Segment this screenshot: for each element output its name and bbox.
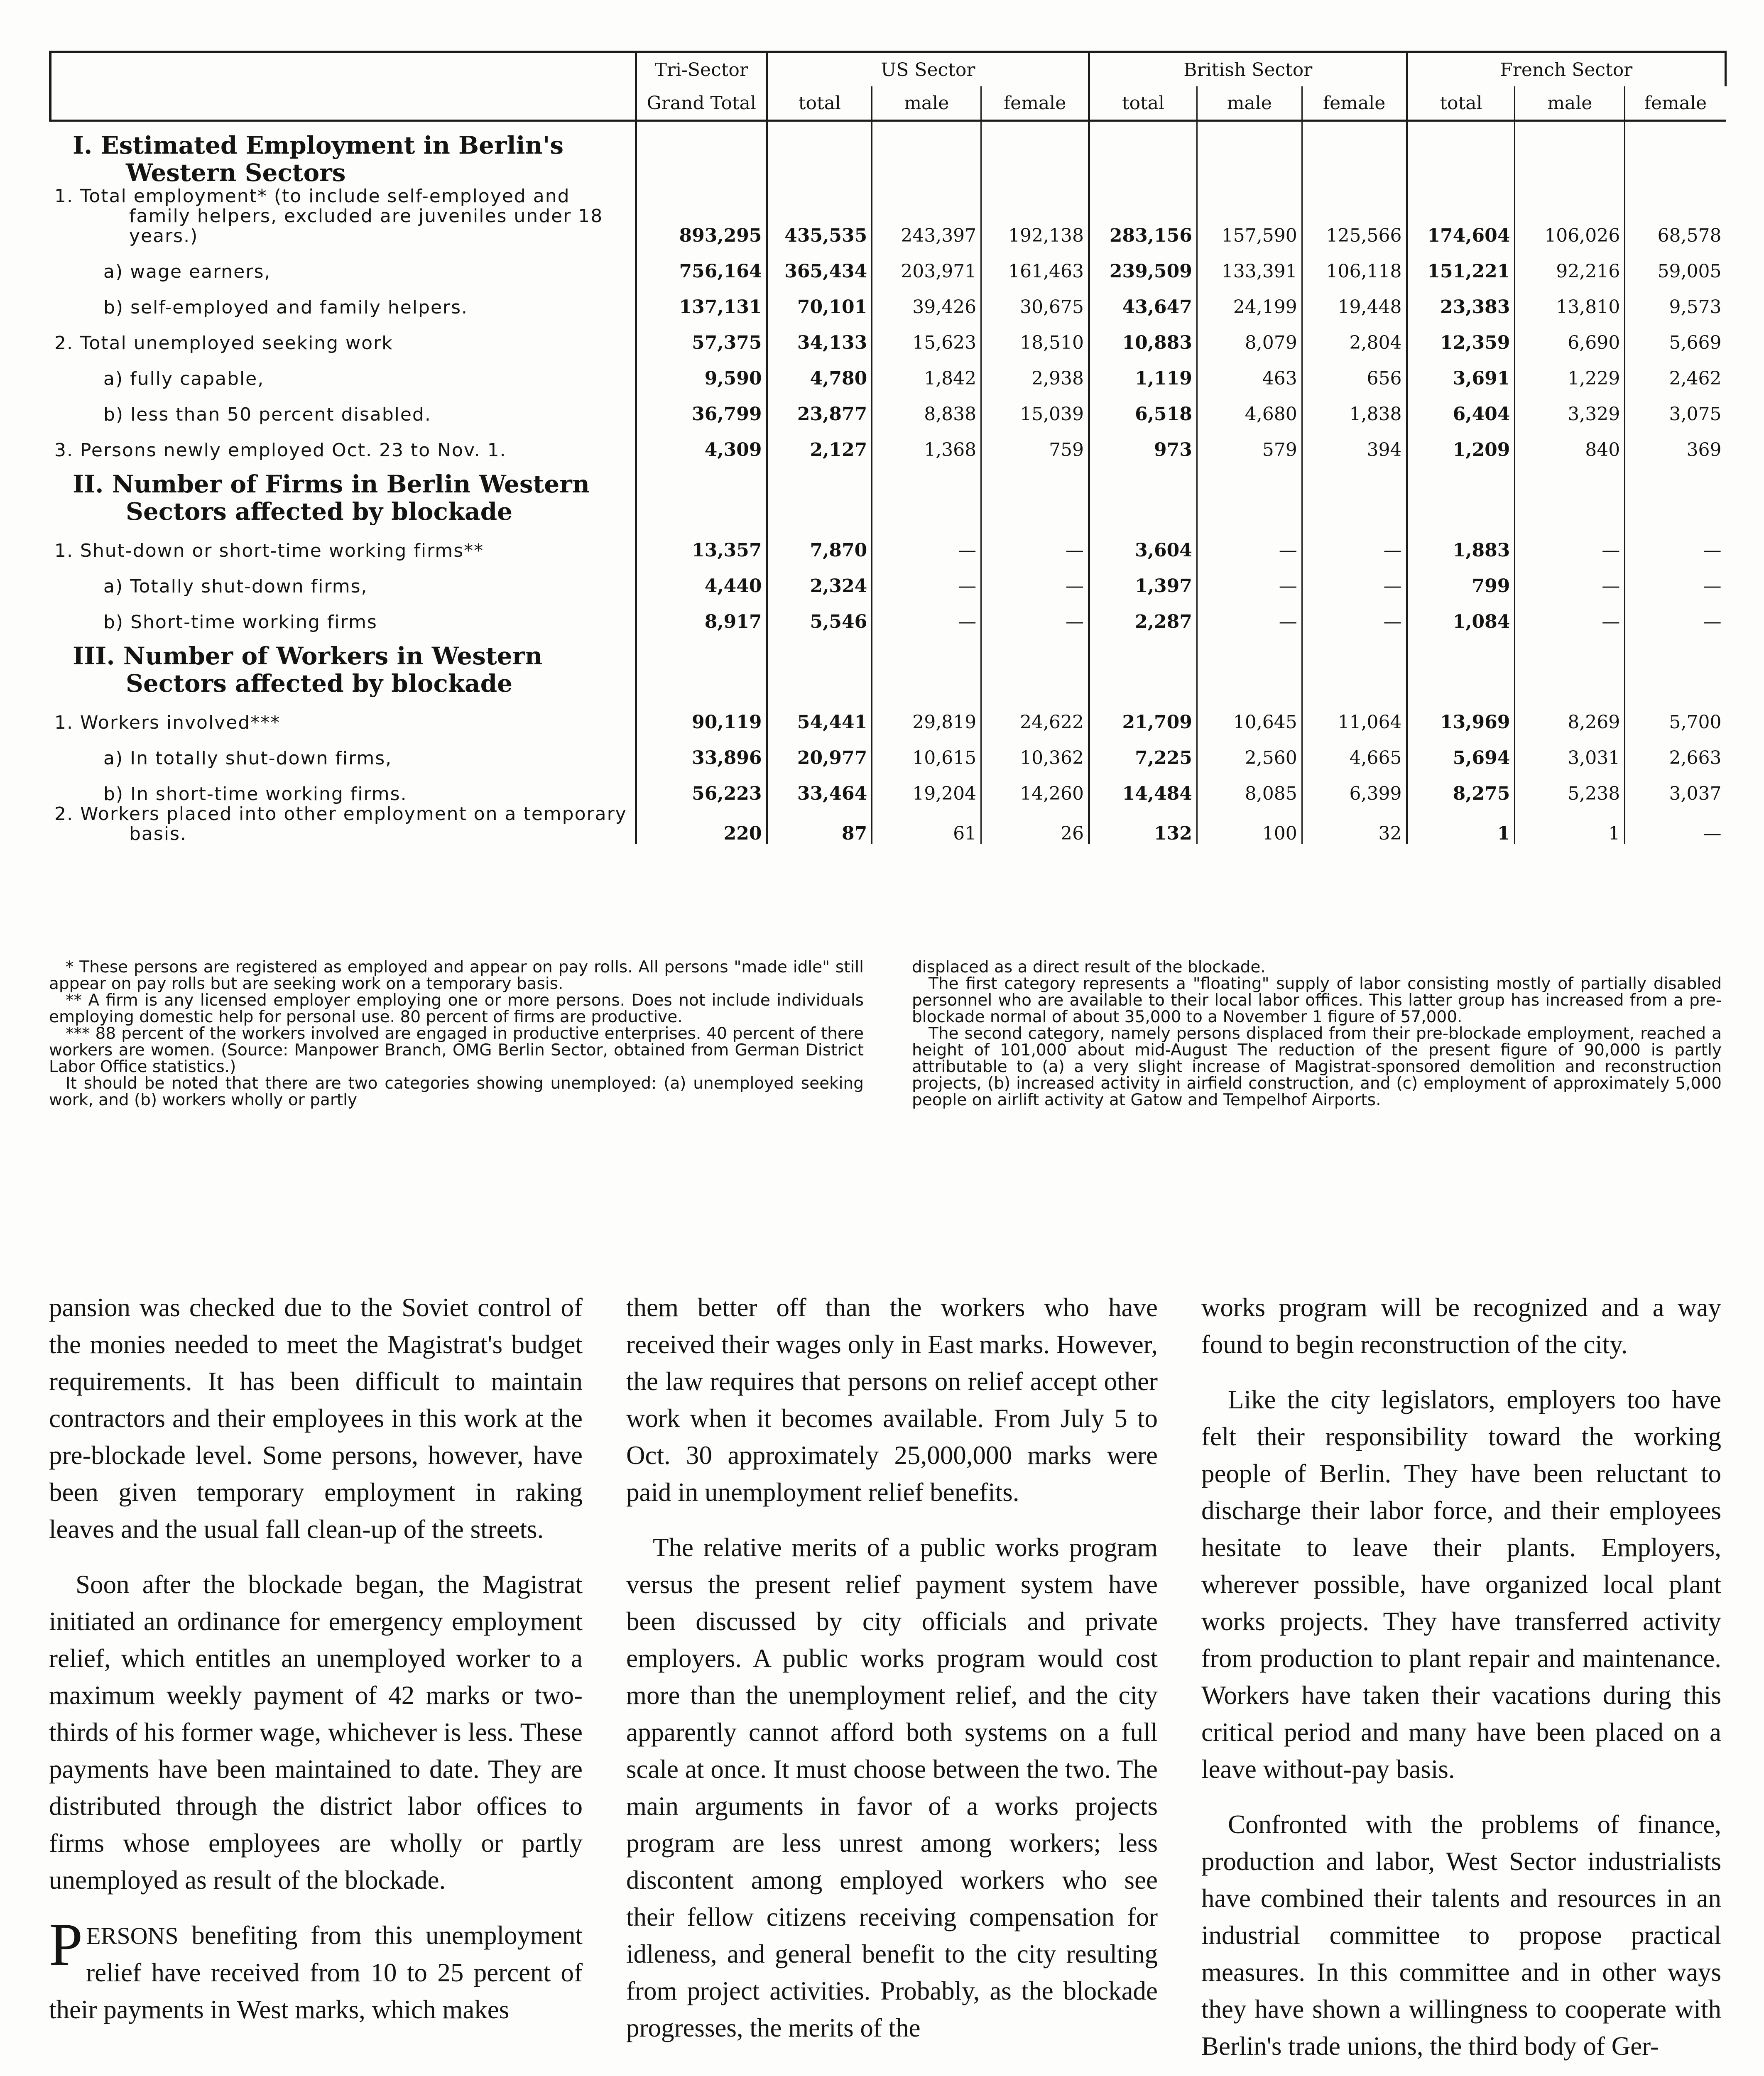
table-cell (1407, 121, 1515, 187)
table-cell: 463 (1197, 353, 1302, 389)
header-us-female: female (981, 86, 1089, 121)
table-cell: 6,518 (1089, 389, 1197, 425)
table-cell: 239,509 (1089, 246, 1197, 282)
table-cell: 151,221 (1407, 246, 1515, 282)
table-cell: — (1703, 575, 1722, 597)
table-row (50, 389, 1726, 425)
lead-word: ERSONS (86, 1922, 179, 1949)
table-cell: 1,119 (1089, 353, 1197, 389)
table-cell: — (1197, 525, 1302, 561)
table-cell: 30,675 (981, 282, 1089, 318)
table-cell: 23,877 (767, 389, 872, 425)
table-cell: 43,647 (1089, 282, 1197, 318)
table-cell: 26 (981, 804, 1089, 844)
table-cell: 394 (1302, 425, 1407, 460)
paragraph: Soon after the blockade began, the Magistrat initiated an ordinance for emergency employment relief, which entitles an unemployed worker to a maximum weekly payment of 42 marks or two-thirds of his former wage, whichever is less. These payments have been maintained to date. They are distributed through the district labor offices to firms whose employees are wholly or partly unemployed as result of the blockade. (49, 1570, 583, 1895)
table-cell: 161,463 (981, 246, 1089, 282)
table-cell (1625, 460, 1726, 525)
table-cell: — (1703, 611, 1722, 632)
table-cell (1515, 632, 1625, 697)
table-row (50, 804, 1726, 844)
header-tri-sector: Tri-Sector (636, 52, 767, 86)
table-cell: 1,229 (1515, 353, 1625, 389)
row-label-text: b) less than 50 percent disabled. (103, 404, 431, 425)
table-cell: 87 (767, 804, 872, 844)
table-cell: 579 (1197, 425, 1302, 460)
footnotes-left (49, 959, 864, 1109)
table-cell: 39,426 (872, 282, 981, 318)
table-cell: 15,623 (872, 318, 981, 353)
row-label (50, 561, 636, 597)
table-cell (1197, 121, 1302, 187)
table-cell: 8,838 (872, 389, 981, 425)
header-french-male: male (1515, 86, 1625, 121)
table-cell: 5,238 (1515, 769, 1625, 804)
row-label-text: a) Totally shut-down firms, (103, 576, 368, 597)
table-cell: 32 (1302, 804, 1407, 844)
table-cell: 2,287 (1089, 597, 1197, 632)
row-label-text: a) wage earners, (103, 261, 271, 282)
table-cell: 2,324 (767, 561, 872, 597)
table-cell: 13,969 (1407, 697, 1515, 733)
section-heading (50, 460, 636, 525)
table-cell: 2,663 (1669, 747, 1722, 769)
table-cell: 840 (1515, 425, 1625, 460)
article-column-1 (49, 1289, 583, 2047)
table-cell: 90,119 (636, 697, 767, 733)
table-cell: 7,870 (767, 525, 872, 561)
table-cell (636, 632, 767, 697)
row-label (50, 282, 636, 318)
table-cell: 6,690 (1515, 318, 1625, 353)
table-cell: — (1302, 597, 1407, 632)
table-cell: 3,031 (1515, 733, 1625, 769)
row-label-text: b) self-employed and family helpers. (103, 297, 468, 318)
section-heading (50, 632, 636, 697)
table-cell: 24,199 (1197, 282, 1302, 318)
table-cell: 5,694 (1407, 733, 1515, 769)
table-cell: — (981, 597, 1089, 632)
table-cell: — (872, 561, 981, 597)
header-british-sector: British Sector (1089, 52, 1407, 86)
table-cell (767, 632, 872, 697)
table-cell: 4,665 (1302, 733, 1407, 769)
table-cell: 3,037 (1669, 783, 1722, 804)
table-cell: 435,535 (767, 186, 872, 246)
table-cell: 756,164 (636, 246, 767, 282)
table-cell: 1,842 (872, 353, 981, 389)
header-grand-total: Grand Total (636, 86, 767, 121)
row-label (50, 353, 636, 389)
table-cell (1515, 460, 1625, 525)
table-cell (872, 460, 981, 525)
row-label-text: II. Number of Firms in Berlin Western Sectors affected by blockade (73, 470, 590, 525)
row-label (50, 389, 636, 425)
table-cell: 192,138 (981, 186, 1089, 246)
table-cell: 2,938 (981, 353, 1089, 389)
table-cell: 56,223 (636, 769, 767, 804)
table-cell: 132 (1089, 804, 1197, 844)
table-cell: 18,510 (981, 318, 1089, 353)
table-cell: 8,917 (636, 597, 767, 632)
table-cell: 220 (636, 804, 767, 844)
table-section-row (50, 632, 1726, 697)
row-label (50, 425, 636, 460)
table-cell: 369 (1686, 439, 1722, 460)
table-row (50, 597, 1726, 632)
table-cell: 2,127 (767, 425, 872, 460)
table-cell: 1 (1515, 804, 1625, 844)
paragraph: works program will be recognized and a way found to begin reconstruction of the city. (1201, 1293, 1721, 1359)
table-cell: — (1515, 561, 1625, 597)
footnote: The first category represents a "floating" supply of labor consisting mostly of partially disabled personnel who are available to their local labor offices. This latter group has increased from a pre-blockade normal of about 35,000 to a November 1 figure of 57,000. (912, 974, 1722, 1026)
table-cell: — (1703, 823, 1722, 844)
table-cell: 799 (1407, 561, 1515, 597)
footnote: displaced as a direct result of the blockade. (912, 958, 1266, 977)
table-cell: 759 (981, 425, 1089, 460)
table-cell: 2,462 (1669, 368, 1722, 389)
row-label-text: III. Number of Workers in Western Sectors affected by blockade (73, 642, 543, 697)
table-row (50, 769, 1726, 804)
table-cell: 10,883 (1089, 318, 1197, 353)
header-british-male: male (1197, 86, 1302, 121)
table-cell (1089, 121, 1197, 187)
table-cell: — (1515, 525, 1625, 561)
table-cell: 4,680 (1197, 389, 1302, 425)
table-cell: — (1302, 561, 1407, 597)
table-cell (1302, 632, 1407, 697)
table-cell: 125,566 (1302, 186, 1407, 246)
table-cell: 21,709 (1089, 697, 1197, 733)
table-cell: 10,362 (981, 733, 1089, 769)
table-cell: 12,359 (1407, 318, 1515, 353)
table-cell: 5,700 (1669, 712, 1722, 733)
table-cell: — (872, 597, 981, 632)
header-french-female: female (1625, 86, 1726, 121)
table-row (50, 733, 1726, 769)
table-cell: 54,441 (767, 697, 872, 733)
table-section-row (50, 121, 1726, 187)
table-row (50, 525, 1726, 561)
article-column-2 (626, 1289, 1158, 2065)
article-column-3 (1201, 1289, 1721, 2076)
table-cell (1515, 121, 1625, 187)
table-cell: 68,578 (1657, 225, 1722, 246)
table-cell: 1 (1407, 804, 1515, 844)
table-row (50, 697, 1726, 733)
table-row (50, 318, 1726, 353)
header-french-total: total (1407, 86, 1515, 121)
row-label-text: I. Estimated Employment in Berlin's Western Sectors (73, 131, 564, 186)
table-cell: 133,391 (1197, 246, 1302, 282)
employment-statistics-table (49, 51, 1727, 844)
table-cell: 3,691 (1407, 353, 1515, 389)
table-cell: 70,101 (767, 282, 872, 318)
table-cell (636, 460, 767, 525)
drop-cap: P (49, 1911, 83, 1978)
table-cell (1407, 632, 1515, 697)
table-cell: 20,977 (767, 733, 872, 769)
table-cell: 10,645 (1197, 697, 1302, 733)
footnote: *** 88 percent of the workers involved are engaged in productive enterprises. 40 percent of there workers are women. (Source: Manpower Branch, OMG Berlin Sector, obtained from German District Labor Office statistics.) (49, 1024, 864, 1076)
table-cell: 9,590 (636, 353, 767, 389)
table-cell: 7,225 (1089, 733, 1197, 769)
table-cell: — (981, 525, 1089, 561)
table-cell: 23,383 (1407, 282, 1515, 318)
table-cell (767, 121, 872, 187)
table-cell: 100 (1197, 804, 1302, 844)
row-label-text: a) fully capable, (103, 368, 265, 389)
header-us-male: male (872, 86, 981, 121)
row-label (50, 597, 636, 632)
paragraph-dropcap (49, 1911, 583, 2028)
table-cell: 1,838 (1302, 389, 1407, 425)
table-cell: 157,590 (1197, 186, 1302, 246)
section-heading (50, 121, 636, 187)
table-cell: 3,604 (1089, 525, 1197, 561)
table-cell: 34,133 (767, 318, 872, 353)
table-cell: 106,026 (1515, 186, 1625, 246)
paragraph: Like the city legislators, employers too have felt their responsibility toward the working people of Berlin. They have been reluctant to discharge their labor force, and their employees hesitate to leave their plants. Employers, wherever possible, have organized local plant works projects. They have transferred activity from production to plant repair and maintenance. Workers have taken their vacations during this critical period and many have been placed on a leave without-pay basis. (1201, 1385, 1721, 1784)
table-cell: 1,084 (1407, 597, 1515, 632)
paragraph-text: benefiting from this unemployment relief have received from 10 to 25 percent of their payments in West marks, which makes (49, 1921, 583, 2024)
table-cell: — (1703, 540, 1722, 561)
table-cell: 4,780 (767, 353, 872, 389)
table-cell: 106,118 (1302, 246, 1407, 282)
table-row (50, 561, 1726, 597)
row-label (50, 318, 636, 353)
table-cell (981, 460, 1089, 525)
table-row (50, 186, 1726, 246)
table-cell (1197, 460, 1302, 525)
table-cell (1407, 460, 1515, 525)
table-cell: — (1197, 597, 1302, 632)
header-french-sector: French Sector (1407, 52, 1726, 86)
row-label-text: a) In totally shut-down firms, (103, 748, 392, 769)
table-cell (636, 121, 767, 187)
row-label (50, 186, 636, 246)
table-cell (1302, 460, 1407, 525)
table-cell: 8,085 (1197, 769, 1302, 804)
table-cell: 203,971 (872, 246, 981, 282)
table-cell: 6,399 (1302, 769, 1407, 804)
table-cell: 5,669 (1669, 332, 1722, 353)
table-cell (767, 460, 872, 525)
paragraph: pansion was checked due to the Soviet control of the monies needed to meet the Magistrat's budget requirements. It has been difficult to maintain contractors and their employees in this work at the pre-blockade level. Some persons, however, have been given temporary employment in raking leaves and the usual fall clean-up of the streets. (49, 1293, 583, 1544)
header-blank (50, 52, 636, 121)
table-cell: 29,819 (872, 697, 981, 733)
table-cell: — (981, 561, 1089, 597)
table-cell: 973 (1089, 425, 1197, 460)
table-cell: 8,079 (1197, 318, 1302, 353)
table-cell: 8,269 (1515, 697, 1625, 733)
footnote: It should be noted that there are two categories showing unemployed: (a) unemployed seeking work, and (b) workers wholly or partly (49, 1074, 864, 1109)
table-cell: 9,573 (1669, 296, 1722, 318)
footnote: * These persons are registered as employed and appear on pay rolls. All persons "made idle" still appear on pay rolls but are seeking work on a temporary basis. (49, 958, 864, 993)
row-label (50, 769, 636, 804)
row-label (50, 697, 636, 733)
table-cell: — (1515, 597, 1625, 632)
table-cell (1625, 121, 1726, 187)
table-cell (1089, 460, 1197, 525)
table-cell: 2,804 (1302, 318, 1407, 353)
table-cell: 3,329 (1515, 389, 1625, 425)
table-cell: 57,375 (636, 318, 767, 353)
table-row (50, 353, 1726, 389)
row-label-text: 2. Workers placed into other employment on a temporary basis. (54, 804, 627, 844)
footnotes-right (912, 959, 1722, 1109)
table-cell: 14,260 (981, 769, 1089, 804)
row-label-text: 3. Persons newly employed Oct. 23 to Nov. 1. (54, 440, 507, 460)
row-label (50, 804, 636, 844)
table-cell (1302, 121, 1407, 187)
table-cell: 656 (1302, 353, 1407, 389)
table-row (50, 425, 1726, 460)
row-label (50, 246, 636, 282)
paragraph: The relative merits of a public works program versus the present relief payment system have been discussed by city officials and private employers. A public works program would cost more than the unemployment relief, and the city apparently cannot afford both systems on a full scale at once. It must choose between the two. The main arguments in favor of a works projects program are less unrest among workers; less discontent among employed workers who see their fellow citizens receiving compensation for idleness, and general benefit to the city resulting from project activities. Probably, as the blockade progresses, the merits of the (626, 1533, 1158, 2042)
table-cell: 6,404 (1407, 389, 1515, 425)
table-cell: 24,622 (981, 697, 1089, 733)
table-cell: 1,209 (1407, 425, 1515, 460)
header-us-sector: US Sector (767, 52, 1089, 86)
row-label-text: 1. Workers involved*** (54, 712, 281, 733)
table-section-row (50, 460, 1726, 525)
table-cell: 283,156 (1089, 186, 1197, 246)
table-cell: 3,075 (1669, 404, 1722, 425)
table-cell: 893,295 (636, 186, 767, 246)
table-cell: 13,810 (1515, 282, 1625, 318)
row-label-text: b) Short-time working firms (103, 612, 377, 632)
table-row (50, 282, 1726, 318)
header-british-total: total (1089, 86, 1197, 121)
row-label (50, 525, 636, 561)
row-label-text: 1. Shut-down or short-time working firms** (54, 540, 484, 561)
table-cell: 365,434 (767, 246, 872, 282)
table-cell: 11,064 (1302, 697, 1407, 733)
table-cell: 13,357 (636, 525, 767, 561)
table-cell (1197, 632, 1302, 697)
row-label (50, 733, 636, 769)
table-cell: 33,464 (767, 769, 872, 804)
table-cell (1625, 632, 1726, 697)
table-cell: 1,883 (1407, 525, 1515, 561)
table-cell: 2,560 (1197, 733, 1302, 769)
paragraph: them better off than the workers who have received their wages only in East marks. However, the law requires that persons on relief accept other work when it becomes available. From July 5 to Oct. 30 approximately 25,000,000 marks were paid in unemployment relief benefits. (626, 1293, 1158, 1507)
table-cell: 10,615 (872, 733, 981, 769)
table-cell: 33,896 (636, 733, 767, 769)
table-cell: 36,799 (636, 389, 767, 425)
table-cell: 1,397 (1089, 561, 1197, 597)
table-cell: — (872, 525, 981, 561)
table-cell: 15,039 (981, 389, 1089, 425)
table-body (50, 121, 1726, 845)
table-cell (872, 121, 981, 187)
header-british-female: female (1302, 86, 1407, 121)
table-cell (872, 632, 981, 697)
table-cell: 59,005 (1657, 261, 1722, 282)
table-cell: 5,546 (767, 597, 872, 632)
table-cell (981, 121, 1089, 187)
table-cell: — (1302, 525, 1407, 561)
table-cell: 61 (872, 804, 981, 844)
table-row (50, 246, 1726, 282)
table-cell (981, 632, 1089, 697)
table-cell: 4,440 (636, 561, 767, 597)
table-cell: 8,275 (1407, 769, 1515, 804)
table-cell: 19,204 (872, 769, 981, 804)
row-label-text: 2. Total unemployed seeking work (54, 333, 393, 353)
table-cell: 19,448 (1302, 282, 1407, 318)
table-cell: 137,131 (636, 282, 767, 318)
table-cell: 4,309 (636, 425, 767, 460)
header-us-total: total (767, 86, 872, 121)
row-label-text: 1. Total employment* (to include self-employed and family helpers, excluded are juveniles under 18 years.) (54, 186, 603, 246)
table-cell: 14,484 (1089, 769, 1197, 804)
table-cell: 174,604 (1407, 186, 1515, 246)
footnote: The second category, namely persons displaced from their pre-blockade employment, reached a height of 101,000 about mid-August The reduction of the present figure of 90,000 is partly attributable to (a) a very slight increase of Magistrat-sponsored demolition and reconstruction projects, (b) increased activity in airfield construction, and (c) employment of approximately 5,000 people on airlift activity at Gatow and Tempelhof Airports. (912, 1024, 1722, 1109)
table-cell: 92,216 (1515, 246, 1625, 282)
paragraph: Confronted with the problems of finance, production and labor, West Sector industrialists have combined their talents and resources in an industrial committee to propose practical measures. In this committee and in other ways they have shown a willingness to cooperate with Berlin's trade unions, the third body of Ger- (1201, 1810, 1721, 2061)
row-label-text: b) In short-time working firms. (103, 783, 407, 804)
table-cell (1089, 632, 1197, 697)
table-cell: — (1197, 561, 1302, 597)
footnote: ** A firm is any licensed employer employing one or more persons. Does not include individuals employing domestic help for personal use. 80 percent of firms are productive. (49, 991, 864, 1026)
table-cell: 243,397 (872, 186, 981, 246)
table-cell: 1,368 (872, 425, 981, 460)
